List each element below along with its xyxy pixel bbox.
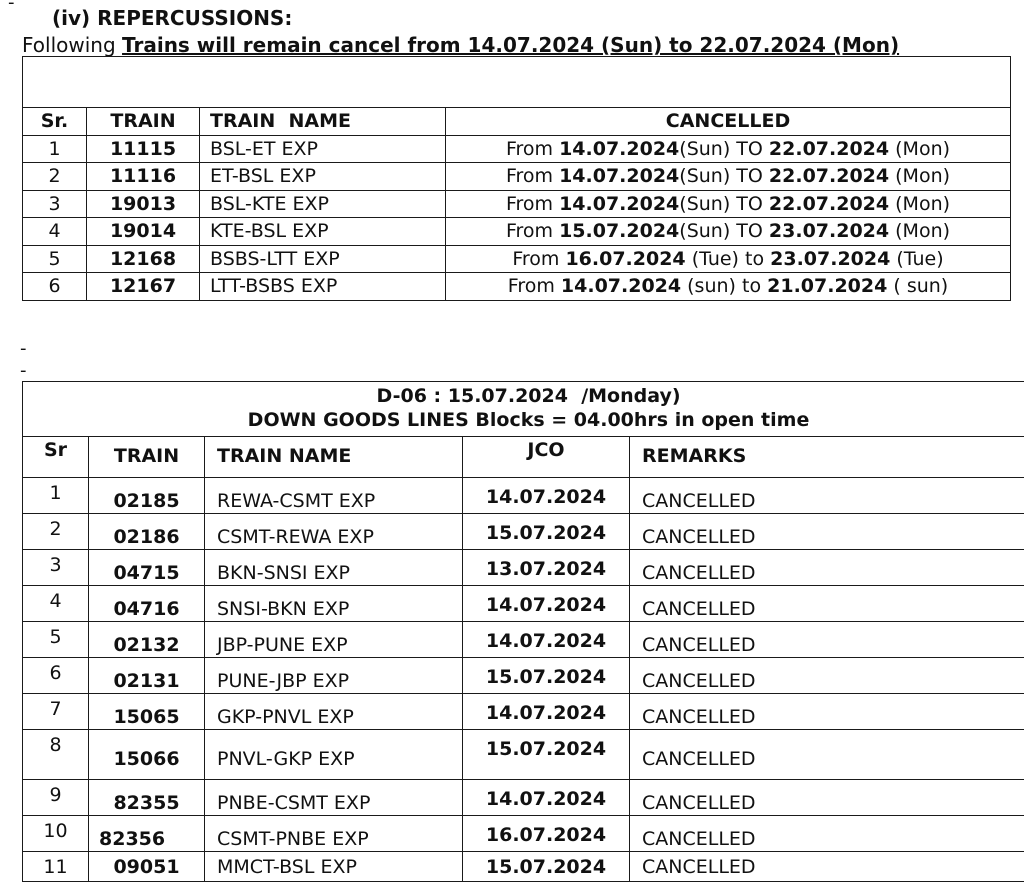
row-sr: 3 [23,190,87,218]
from-word: From [505,220,560,243]
from-word: From [505,165,560,188]
cancelled-trains-table [22,56,1011,301]
from-day: (Tue) to [685,247,771,270]
table-row [23,658,1024,694]
header-sr: Sr. [23,108,87,136]
row-remarks: CANCELLED [630,622,1024,658]
table-row [23,622,1024,658]
row-train-number: 82356 [89,816,205,852]
row-cancelled-period [446,218,1011,246]
to-date: 22.07.2024 [768,165,890,188]
row-train-number: 15065 [89,694,205,730]
from-date: 16.07.2024 [565,247,686,270]
header-train: TRAIN [87,108,200,136]
row-remarks: CANCELLED [630,586,1024,622]
row-sr: 5 [23,245,87,273]
row-remarks: CANCELLED [630,694,1024,730]
row-sr: 4 [23,218,87,246]
row-remarks: CANCELLED [630,514,1024,550]
from-word: From [512,247,566,270]
from-word: From [505,192,560,215]
row-jco-date: 13.07.2024 [463,550,630,586]
row-remarks: CANCELLED [630,658,1024,694]
row-train-name: PNBE-CSMT EXP [205,780,463,816]
table-row [23,273,1011,301]
row-remarks: CANCELLED [630,550,1024,586]
table-row [23,816,1024,852]
header-sr: Sr [23,437,89,478]
row-remarks: CANCELLED [630,816,1024,852]
row-train-number: 82355 [89,780,205,816]
row-sr: 10 [23,816,89,852]
block-title-line2: DOWN GOODS LINES Blocks = 04.00hrs in open time [247,409,810,431]
from-day: (sun) to [681,275,768,298]
subheading-underlined: Trains will remain cancel from 14.07.2024 (Sun) to 22.07.2024 (Mon) [122,33,900,57]
row-jco-date: 16.07.2024 [463,816,630,852]
to-date: 22.07.2024 [768,192,890,215]
row-train-name: GKP-PNVL EXP [205,694,463,730]
from-day: (Sun) TO [679,192,769,215]
row-cancelled-period [446,163,1011,191]
row-train-name: SNSI-BKN EXP [205,586,463,622]
row-train-number: 12167 [87,273,200,301]
row-jco-date: 15.07.2024 [463,852,630,882]
to-day: (Mon) [889,137,951,160]
row-train-name: BSL-ET EXP [200,135,446,163]
row-train-name: MMCT-BSL EXP [205,852,463,882]
row-sr: 2 [23,163,87,191]
header-cancelled: CANCELLED [446,108,1011,136]
row-train-number: 12168 [87,245,200,273]
row-sr: 5 [23,622,89,658]
row-train-number: 02131 [89,658,205,694]
dash-marker: - [20,338,27,359]
row-train-number: 02132 [89,622,205,658]
row-remarks: CANCELLED [630,852,1024,882]
row-sr: 2 [23,514,89,550]
row-jco-date: 14.07.2024 [463,478,630,514]
row-train-name: ET-BSL EXP [200,163,446,191]
table-row [23,190,1011,218]
dash-marker: - [20,360,27,381]
row-cancelled-period [446,135,1011,163]
to-date: 23.07.2024 [768,220,890,243]
to-day: ( sun) [887,275,949,298]
row-train-number: 11116 [87,163,200,191]
row-train-name: REWA-CSMT EXP [205,478,463,514]
to-date: 23.07.2024 [770,247,891,270]
from-day: (Sun) TO [679,165,769,188]
from-date: 15.07.2024 [559,220,680,243]
row-train-name: PNVL-GKP EXP [205,730,463,780]
table-row [23,852,1024,882]
from-date: 14.07.2024 [560,275,682,298]
row-train-name: KTE-BSL EXP [200,218,446,246]
row-cancelled-period [446,273,1011,301]
to-day: (Mon) [889,220,951,243]
row-train-name: PUNE-JBP EXP [205,658,463,694]
row-train-number: 04715 [89,550,205,586]
row-train-name: LTT-BSBS EXP [200,273,446,301]
row-train-number: 15066 [89,730,205,780]
table-row [23,245,1011,273]
table-row [23,586,1024,622]
to-date: 21.07.2024 [767,275,888,298]
table-row [23,730,1024,780]
table-row [23,478,1024,514]
row-sr: 9 [23,780,89,816]
header-jco: JCO [463,437,630,478]
row-jco-date: 15.07.2024 [463,514,630,550]
row-jco-date: 14.07.2024 [463,586,630,622]
row-jco-date: 15.07.2024 [463,730,630,780]
row-sr: 3 [23,550,89,586]
section-heading: (iv) REPERCUSSIONS: [52,6,293,30]
header-train-name: TRAIN NAME [205,437,463,478]
to-day: (Mon) [889,165,951,188]
row-remarks: CANCELLED [630,780,1024,816]
dash-marker: - [8,0,15,13]
from-date: 14.07.2024 [559,165,680,188]
table-row [23,694,1024,730]
row-train-number: 19013 [87,190,200,218]
table-row [23,780,1024,816]
row-cancelled-period [446,245,1011,273]
table-row [23,550,1024,586]
row-sr: 6 [23,658,89,694]
row-train-name: JBP-PUNE EXP [205,622,463,658]
header-train-name: TRAIN NAME [200,108,446,136]
row-train-number: 02185 [89,478,205,514]
row-train-number: 02186 [89,514,205,550]
row-train-name: CSMT-PNBE EXP [205,816,463,852]
row-sr: 8 [23,730,89,780]
row-jco-date: 14.07.2024 [463,622,630,658]
row-train-name: BKN-SNSI EXP [205,550,463,586]
row-remarks: CANCELLED [630,730,1024,780]
table-row [23,135,1011,163]
from-day: (Sun) TO [679,137,769,160]
row-train-number: 19014 [87,218,200,246]
row-train-name: CSMT-REWA EXP [205,514,463,550]
from-word: From [505,137,560,160]
row-jco-date: 14.07.2024 [463,694,630,730]
from-word: From [507,275,561,298]
row-remarks: CANCELLED [630,478,1024,514]
row-cancelled-period [446,190,1011,218]
table-row [23,163,1011,191]
row-sr: 11 [23,852,89,882]
table-header-row [23,437,1024,478]
row-sr: 1 [23,135,87,163]
row-train-number: 09051 [89,852,205,882]
row-sr: 4 [23,586,89,622]
header-remarks: REMARKS [630,437,1024,478]
row-sr: 6 [23,273,87,301]
block-title-line1: D-06 : 15.07.2024 /Monday) [376,385,681,407]
table-header-row [23,108,1011,136]
from-date: 14.07.2024 [559,137,680,160]
row-train-name: BSL-KTE EXP [200,190,446,218]
row-sr: 1 [23,478,89,514]
table-row [23,218,1011,246]
row-train-number: 11115 [87,135,200,163]
row-train-name: BSBS-LTT EXP [200,245,446,273]
from-day: (Sun) TO [679,220,769,243]
table-blank-row [23,57,1011,108]
block-title-row [23,382,1024,437]
goods-line-block-table [22,381,1024,882]
to-date: 22.07.2024 [768,137,890,160]
row-jco-date: 15.07.2024 [463,658,630,694]
subheading-prefix: Following [22,33,123,57]
from-date: 14.07.2024 [559,192,680,215]
table-row [23,514,1024,550]
header-train: TRAIN [89,437,205,478]
row-jco-date: 14.07.2024 [463,780,630,816]
row-sr: 7 [23,694,89,730]
section-subheading [22,33,899,57]
row-train-number: 04716 [89,586,205,622]
to-day: (Tue) [890,247,944,270]
to-day: (Mon) [889,192,951,215]
